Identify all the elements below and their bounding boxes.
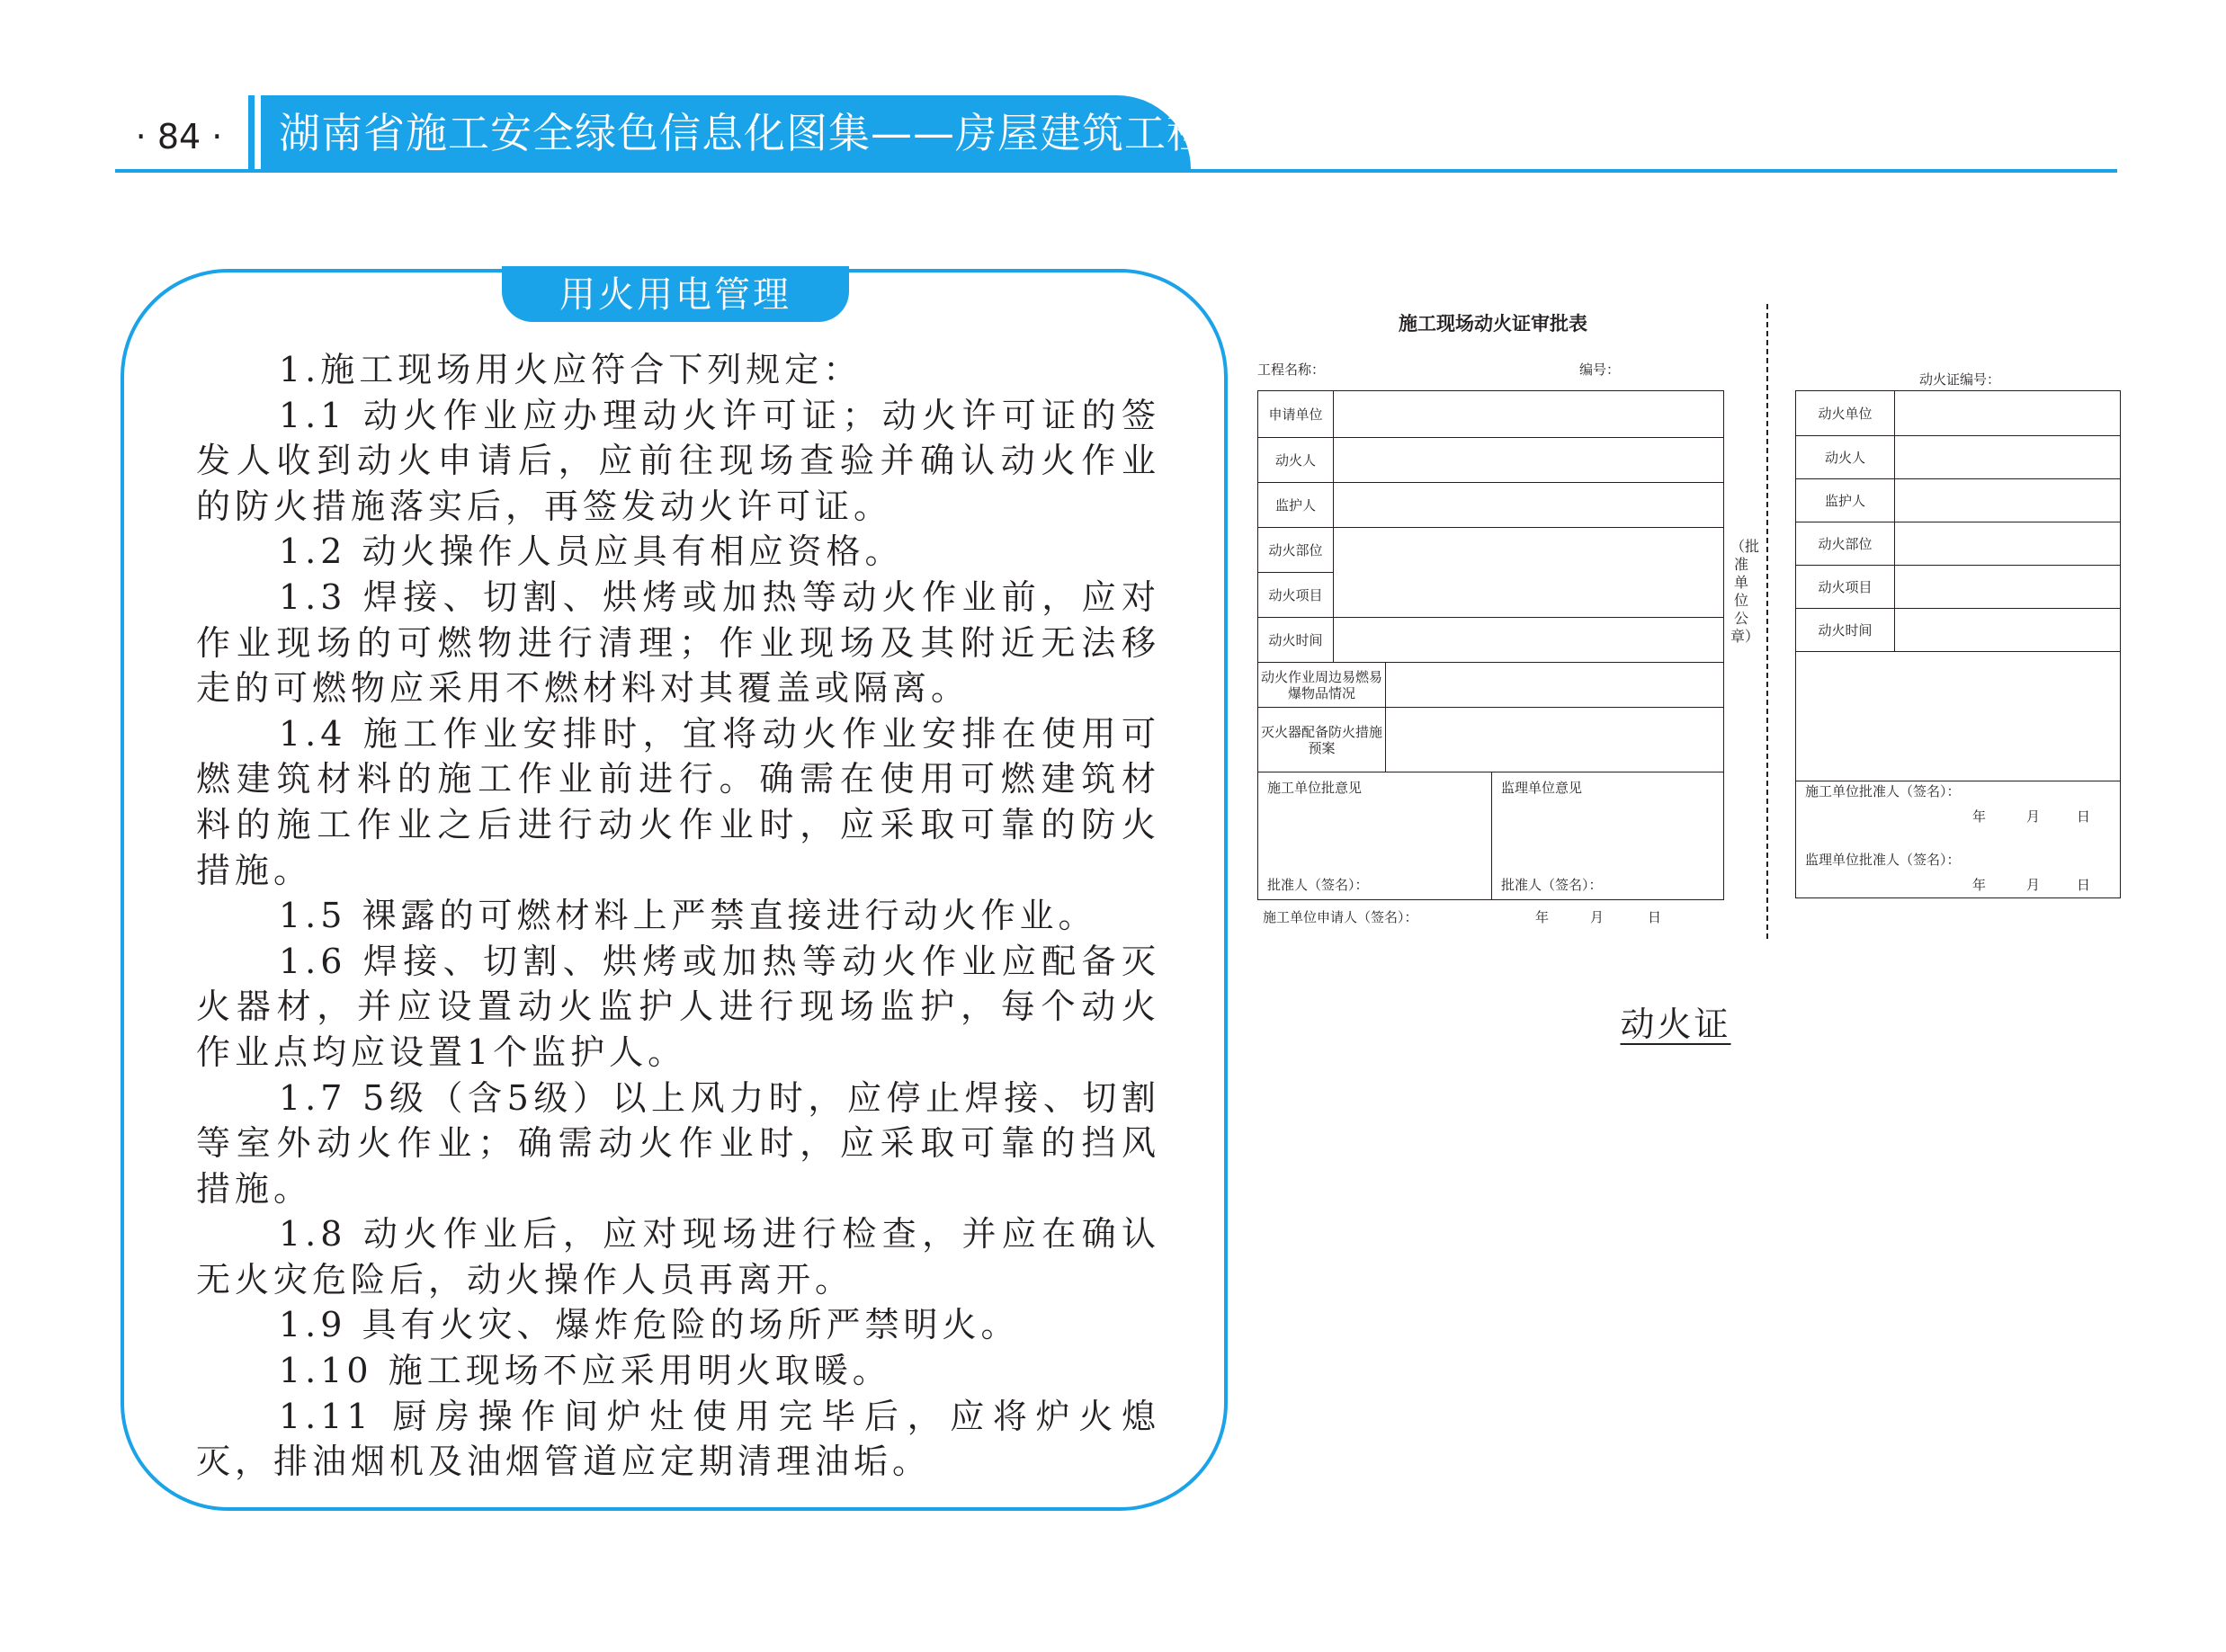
regulation-paragraph: 1.7 5级（含5级）以上风力时，应停止焊接、切割等室外动火作业；确需动火作业时，应采取可靠的挡风措施。 [196, 1077, 1160, 1209]
regulation-paragraph: 1.9 具有火灾、爆炸危险的场所严禁明火。 [279, 1305, 1020, 1345]
applicant-sign-label: 施工单位申请人（签名）： [1263, 909, 1418, 925]
permit-date2-year: 年 [1972, 877, 1987, 893]
regulation-paragraph: 1.11 厨房操作间炉灶使用完毕后，应将炉火熄灭，排油烟机及油烟管道应定期清理油垢。 [196, 1396, 1160, 1482]
permit-field-fire-time[interactable] [1895, 609, 2121, 652]
permit-date2-day: 日 [2077, 877, 2091, 893]
permit-blank-area[interactable] [1796, 652, 2121, 781]
permit-approval-box[interactable] [1796, 781, 2121, 898]
form-field-fire-location-item[interactable] [1334, 528, 1724, 618]
figure-caption [1529, 996, 1822, 1046]
form-label-surroundings: 动火作业周边易燃易爆物品情况 [1258, 663, 1386, 708]
project-name-label: 工程名称： [1257, 362, 1326, 378]
regulation-paragraph: 1.1 动火作业应办理动火许可证；动火许可证的签发人收到动火申请后，应前往现场查验并确认动火作业的防火措施落实后，再签发动火许可证。 [196, 395, 1160, 526]
applicant-date-day: 日 [1648, 909, 1662, 925]
permit-field-guardian[interactable] [1895, 479, 2121, 522]
form-field-guardian[interactable] [1334, 483, 1724, 528]
regulation-paragraph: 1.2 动火操作人员应具有相应资格。 [279, 531, 904, 572]
form-label-fire-location: 动火部位 [1258, 528, 1334, 573]
section-title: 用火用电管理 [559, 274, 791, 316]
applicant-date-month: 月 [1590, 909, 1605, 925]
form-label-guardian: 监护人 [1258, 483, 1334, 528]
regulation-text [196, 347, 1160, 1485]
permit-number-label: 动火证编号： [1919, 371, 2001, 388]
regulation-paragraph: 1.8 动火作业后，应对现场进行检查，并应在确认无火灾危险后，动火操作人员再离开。 [196, 1214, 1160, 1299]
permit-field-fire-unit[interactable] [1895, 391, 2121, 436]
regulation-paragraph: 1.5 裸露的可燃材料上严禁直接进行动火作业。 [279, 896, 1097, 936]
form-field-fire-operator[interactable] [1334, 438, 1724, 483]
form-title: 施工现场动火证审批表 [1399, 313, 1587, 335]
permit-label-fire-unit: 动火单位 [1796, 391, 1895, 436]
form-field-extinguisher[interactable] [1386, 708, 1724, 772]
permit-field-fire-item[interactable] [1895, 566, 2121, 609]
form-number-label: 编号： [1579, 362, 1621, 378]
supervision-opinion-box[interactable] [1492, 772, 1724, 900]
figure-caption-text: 动火证 [1620, 1005, 1731, 1044]
page-number: · 84 · [135, 117, 223, 156]
approval-form-table [1257, 390, 1724, 900]
form-field-applicant-unit[interactable] [1334, 391, 1724, 438]
permit-date1-day: 日 [2077, 808, 2091, 825]
form-label-fire-time: 动火时间 [1258, 618, 1334, 663]
permit-label-fire-location: 动火部位 [1796, 522, 1895, 566]
form-label-extinguisher: 灭火器配备防火措施预案 [1258, 708, 1386, 772]
form-field-surroundings[interactable] [1386, 663, 1724, 708]
header-rule [115, 169, 2117, 173]
form-label-fire-item: 动火项目 [1258, 573, 1334, 618]
permit-label-fire-operator: 动火人 [1796, 436, 1895, 479]
regulation-paragraph: 1.4 施工作业安排时，宜将动火作业安排在使用可燃建筑材料的施工作业前进行。确需在使用可燃建筑材料的施工作业之后进行动火作业时，应采取可靠的防火措施。 [196, 713, 1160, 890]
form-label-fire-operator: 动火人 [1258, 438, 1334, 483]
permit-supervision-approver: 监理单位批准人（签名）： [1805, 852, 1961, 868]
regulation-paragraph: 1.3 焊接、切割、烘烤或加热等动火作业前，应对作业现场的可燃物进行清理；作业现场及其附近无法移走的可燃物应采用不燃材料对其覆盖或隔离。 [196, 576, 1160, 709]
header-title: 湖南省施工安全绿色信息化图集——房屋建筑工程 [279, 109, 1209, 157]
construction-opinion-label: 施工单位批意见 [1267, 780, 1363, 796]
construction-opinion-box[interactable] [1258, 772, 1492, 900]
form-field-fire-time[interactable] [1334, 618, 1724, 663]
supervision-opinion-label: 监理单位意见 [1501, 780, 1583, 796]
permit-date1-month: 月 [2026, 808, 2041, 825]
permit-field-fire-location[interactable] [1895, 522, 2121, 566]
permit-construction-approver: 施工单位批准人（签名）： [1805, 783, 1961, 799]
permit-date1-year: 年 [1972, 808, 1987, 825]
tear-line [1766, 304, 1768, 939]
regulation-paragraph: 1.6 焊接、切割、烘烤或加热等动火作业应配备灭火器材，并应设置动火监护人进行现场监护，每个动火作业点均应设置1个监护人。 [196, 941, 1160, 1072]
stamp-note: （批准单位公章） [1730, 538, 1760, 645]
header-accent-bar [248, 95, 255, 171]
construction-approver-sign: 批准人（签名）： [1267, 877, 1369, 893]
form-label-applicant-unit: 申请单位 [1258, 391, 1334, 438]
permit-stub-table [1795, 390, 2121, 898]
regulation-paragraph: 1.10 施工现场不应采用明火取暖。 [279, 1351, 891, 1391]
permit-field-fire-operator[interactable] [1895, 436, 2121, 479]
permit-date2-month: 月 [2026, 877, 2041, 893]
applicant-date-year: 年 [1535, 909, 1550, 925]
permit-label-fire-item: 动火项目 [1796, 566, 1895, 609]
permit-label-guardian: 监护人 [1796, 479, 1895, 522]
permit-label-fire-time: 动火时间 [1796, 609, 1895, 652]
regulation-paragraph: 1.施工现场用火应符合下列规定： [279, 350, 863, 389]
supervision-approver-sign: 批准人（签名）： [1501, 877, 1603, 893]
